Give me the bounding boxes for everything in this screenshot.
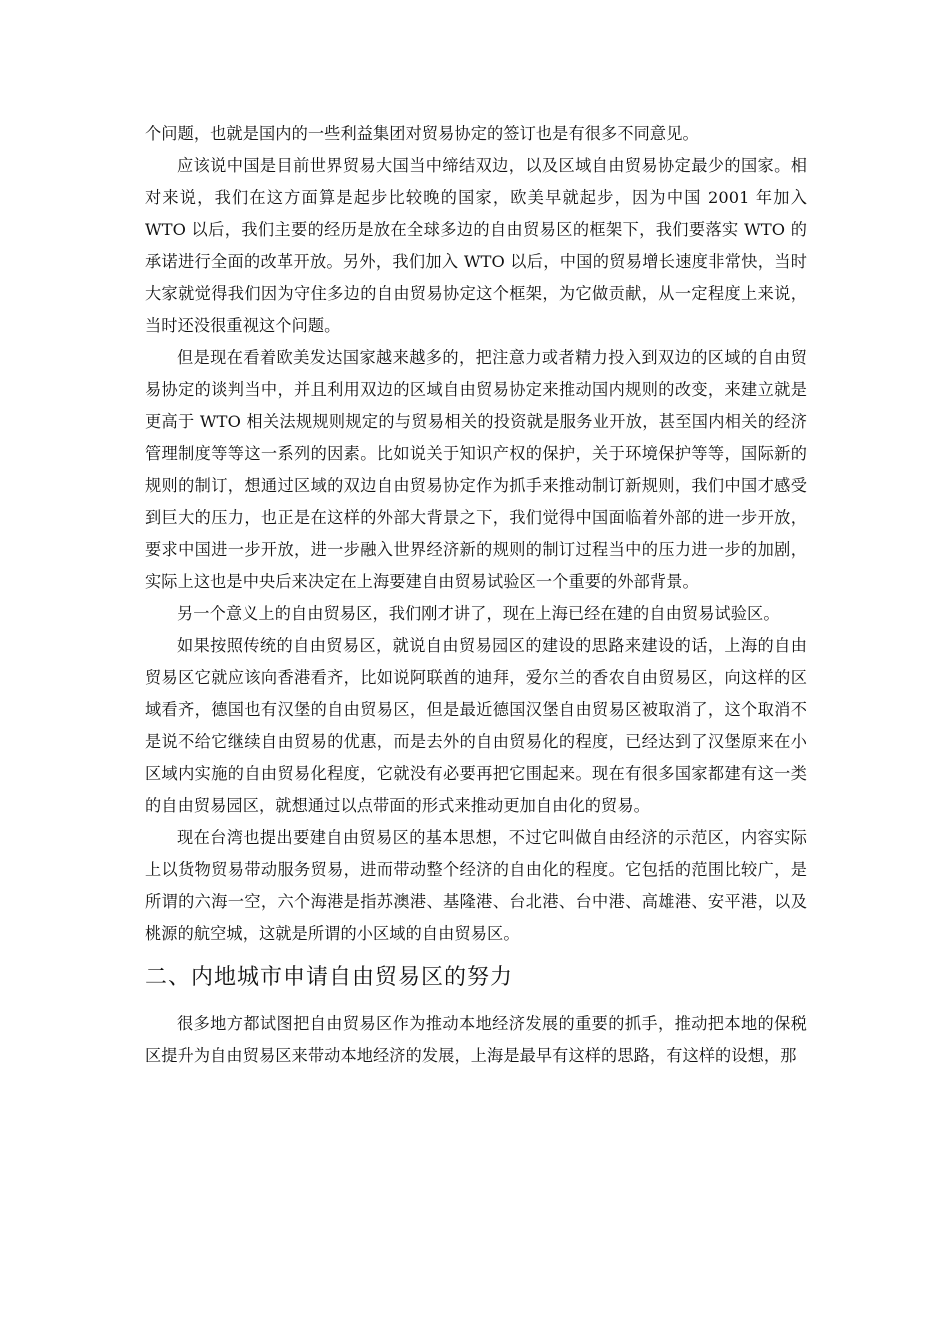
section-heading: 二、内地城市申请自由贸易区的努力: [145, 965, 514, 990]
paragraph-traditional-ftz: 如果按照传统的自由贸易区，就说自由贸易园区的建设的思路来建设的话，上海的自由贸易区它就应该向香港看齐，比如说阿联酋的迪拜，爱尔兰的香农自由贸易区，向这样的区域看齐，德国也有汉堡的自由贸易区，但是最近德国汉堡自由贸易区被取消了，这个取消不是说不给它继续自由贸易的优惠，而是去外的自由贸易化的程度，已经达到了汉堡原来在小区域内实施的自由贸易化程度，它就没有必要再把它围起来。现在有很多国家都建有这一类的自由贸易园区，就想通过以点带面的形式来推动更加自由化的贸易。: [145, 636, 807, 815]
document-page: [145, 118, 807, 1072]
paragraph-inland-cities: 很多地方都试图把自由贸易区作为推动本地经济发展的重要的抓手，推动把本地的保税区提升为自由贸易区来带动本地经济的发展，上海是最早有这样的思路，有这样的设想，那: [145, 1014, 807, 1065]
paragraph-taiwan-ftz: 现在台湾也提出要建自由贸易区的基本思想，不过它叫做自由经济的示范区，内容实际上以货物贸易带动服务贸易，进而带动整个经济的自由化的程度。它包括的范围比较广，是所谓的六海一空，六个海港是指苏澳港、基隆港、台北港、台中港、高雄港、安平港，以及桃源的航空城，这就是所谓的小区域的自由贸易区。: [145, 828, 807, 943]
paragraph-china-fta-status: 应该说中国是目前世界贸易大国当中缔结双边，以及区域自由贸易协定最少的国家。相对来说，我们在这方面算是起步比较晚的国家，欧美早就起步，因为中国 2001 年加入 WTO 以后，我们主要的经历是放在全球多边的自由贸易区的框架下，我们要落实 WTO 的承诺进行全面的改革开放。另外，我们加入 WTO 以后，中国的贸易增长速度非常快，当时大家就觉得我们因为守住多边的自由贸易协定这个框架，为它做贡献，从一定程度上来说，当时还没很重视这个问题。: [145, 156, 807, 335]
paragraph-shanghai-ftz: 另一个意义上的自由贸易区，我们刚才讲了，现在上海已经在建的自由贸易试验区。: [177, 604, 780, 623]
paragraph-external-pressure: 但是现在看着欧美发达国家越来越多的，把注意力或者精力投入到双边的区域的自由贸易协定的谈判当中，并且利用双边的区域自由贸易协定来推动国内规则的改变，来建立就是更高于 WTO 相关法规规则规定的与贸易相关的投资就是服务业开放，甚至国内相关的经济管理制度等等这一系列的因素。比如说关于知识产权的保护，关于环境保护等等，国际新的规则的制订，想通过区域的双边自由贸易协定作为抓手来推动制订新规则，我们中国才感受到巨大的压力，也正是在这样的外部大背景之下，我们觉得中国面临着外部的进一步开放，要求中国进一步开放，进一步融入世界经济新的规则的制订过程当中的压力进一步的加剧，实际上这也是中央后来决定在上海要建自由贸易试验区一个重要的外部背景。: [145, 348, 807, 591]
paragraph-continuation: 个问题，也就是国内的一些利益集团对贸易协定的签订也是有很多不同意见。: [145, 124, 699, 143]
